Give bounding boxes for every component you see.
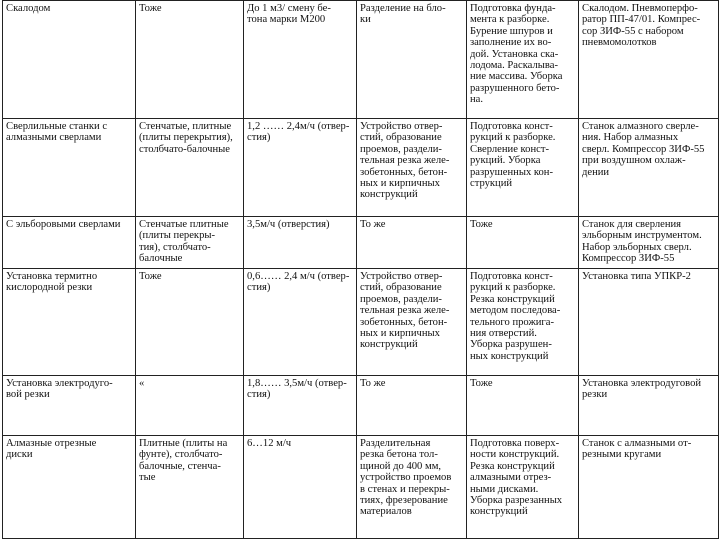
- cell-operation: [357, 119, 467, 217]
- cell-text: Станок с алмазными от- резными кругами: [582, 438, 692, 461]
- cell-structure-type: [136, 376, 244, 436]
- cell-operation: [357, 217, 467, 269]
- cell-structure-type: [136, 269, 244, 376]
- cell-method: [3, 1, 136, 119]
- cell-method: [3, 217, 136, 269]
- cell-workflow: [467, 217, 579, 269]
- cell-text: Тоже: [139, 271, 162, 282]
- cell-structure-type: [136, 1, 244, 119]
- cell-text: 0,6…… 2,4 м/ч (отвер- стия): [247, 271, 350, 294]
- cell-text: Установка электродуго- вой резки: [6, 378, 113, 401]
- cell-text: 1,2 …… 2,4м/ч (отвер- стия): [247, 121, 350, 144]
- cell-text: Подготовка конст- рукций к разборке. Резка конструкций методом последова- тельного прожига- ния отверстий. Уборка разрушен- ных конструкций: [470, 271, 561, 362]
- cell-equipment: [579, 217, 719, 269]
- cell-text: Сверлильные станки с алмазными сверлами: [6, 121, 108, 144]
- cell-text: Алмазные отрезные диски: [6, 438, 97, 461]
- cell-text: Установка электродуговой резки: [582, 378, 702, 401]
- cell-text: Установка типа УПКР-2: [582, 271, 691, 282]
- cell-workflow: [467, 119, 579, 217]
- cell-text: Станок алмазного сверле- ния. Набор алмазных сверл. Компрессор ЗИФ-55 при воздушном охлаж- дении: [582, 121, 705, 178]
- cell-text: То же: [360, 219, 386, 230]
- cell-text: Тоже: [139, 3, 162, 14]
- cell-text: Подготовка поверх- ности конструкций. Резка конструкций алмазными отрез- ными дисками. Уборка разрезанных конструкций: [470, 438, 563, 518]
- cell-text: Стенчатые, плитные (плиты перекрытия), столбчато-балочные: [139, 121, 233, 155]
- cell-workflow: [467, 1, 579, 119]
- table-body: [3, 1, 719, 539]
- cell-text: Скалодом: [6, 3, 51, 14]
- cell-productivity: [244, 119, 357, 217]
- cell-text: Скалодом. Пневмоперфо- ратор ПП-47/01. Компрес- сор ЗИФ-55 с набором пневмомолотков: [582, 3, 701, 49]
- cell-text: 6…12 м/ч: [247, 438, 292, 449]
- cell-equipment: [579, 436, 719, 539]
- cell-text: До 1 м3/ смену бе- тона марки М200: [247, 3, 331, 26]
- cell-structure-type: [136, 217, 244, 269]
- cell-operation: [357, 269, 467, 376]
- cell-text: 1,8…… 3,5м/ч (отвер- стия): [247, 378, 347, 401]
- cell-workflow: [467, 436, 579, 539]
- cell-productivity: [244, 269, 357, 376]
- cell-text: С эльборовыми сверлами: [6, 219, 121, 230]
- cell-text: «: [139, 378, 145, 389]
- cell-productivity: [244, 376, 357, 436]
- cell-workflow: [467, 376, 579, 436]
- cell-text: Плитные (плиты на фунте), столбчато- балочные, стенча- тые: [139, 438, 228, 484]
- cell-text: Разделительная резка бетона тол- щиной до 400 мм, устройство проемов в стенах и перекры- тиях, фрезерование материалов: [360, 438, 452, 518]
- cell-structure-type: [136, 119, 244, 217]
- cell-structure-type: [136, 436, 244, 539]
- table-row: [3, 376, 719, 436]
- table-row: [3, 217, 719, 269]
- table-row: [3, 1, 719, 119]
- table-row: [3, 119, 719, 217]
- cell-operation: [357, 1, 467, 119]
- cell-productivity: [244, 217, 357, 269]
- cell-method: [3, 119, 136, 217]
- table-row: [3, 436, 719, 539]
- cell-text: Станок для сверления эльборным инструментом. Набор эльборных сверл. Компрессор ЗИФ-55: [582, 219, 702, 265]
- cell-equipment: [579, 1, 719, 119]
- cell-productivity: [244, 436, 357, 539]
- cell-text: Установка термитно кислородной резки: [6, 271, 98, 294]
- cell-equipment: [579, 119, 719, 217]
- cell-productivity: [244, 1, 357, 119]
- cell-operation: [357, 376, 467, 436]
- cell-equipment: [579, 376, 719, 436]
- cell-text: Устройство отвер- стий, образование проемов, раздели- тельная резка желе- зобетонных, бетон- ных и кирпичных конструкций: [360, 121, 450, 201]
- cell-method: [3, 269, 136, 376]
- cell-operation: [357, 436, 467, 539]
- equipment-table: [2, 0, 719, 539]
- cell-text: Тоже: [470, 219, 493, 230]
- cell-method: [3, 436, 136, 539]
- cell-text: Подготовка конст- рукций к разборке. Сверление конст- рукций. Уборка разрушенных кон- струкций: [470, 121, 556, 190]
- cell-text: Тоже: [470, 378, 493, 389]
- cell-text: Стенчатые плитные (плиты перекры- тия), столбчато- балочные: [139, 219, 229, 265]
- cell-workflow: [467, 269, 579, 376]
- cell-text: Подготовка фунда- мента к разборке. Бурение шпуров и заполнение их во- дой. Установка ска- лодома. Раскалыва- ние массива. Уборка разрушенного бето- на.: [470, 3, 563, 106]
- cell-text: Устройство отвер- стий, образование проемов, раздели- тельная резка желе- зобетонных, бетон- ных и кирпичных конструкций: [360, 271, 450, 351]
- cell-equipment: [579, 269, 719, 376]
- cell-text: То же: [360, 378, 386, 389]
- cell-text: 3,5м/ч (отверстия): [247, 219, 330, 230]
- cell-text: Разделение на бло- ки: [360, 3, 446, 26]
- table-row: [3, 269, 719, 376]
- cell-method: [3, 376, 136, 436]
